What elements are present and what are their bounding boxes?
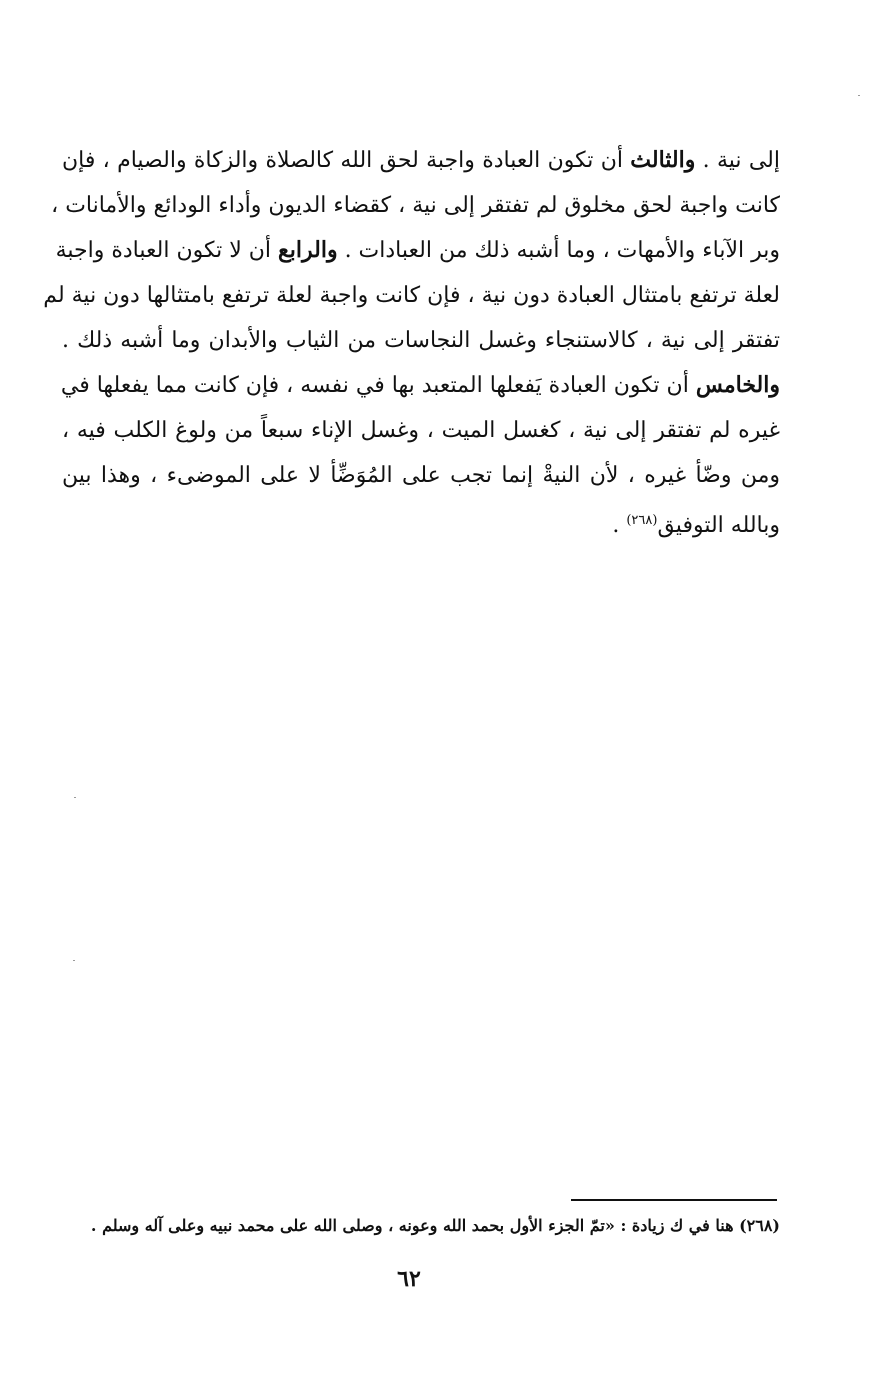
line-9-end: .: [612, 513, 627, 538]
term-fifth: والخامس: [695, 372, 780, 398]
line-1-before: إلى نية .: [695, 148, 780, 173]
page-number: ٦٢: [397, 1266, 421, 1292]
footnote-separator: [571, 1199, 777, 1201]
scan-speck: [858, 95, 860, 96]
line-3-before: وبر الآباء والأمهات ، وما أشبه ذلك من العبادات .: [337, 238, 780, 263]
footnote-reference[interactable]: (٢٦٨): [626, 513, 658, 528]
text-line-6: [62, 363, 780, 408]
line-9-text: وبالله التوفيق: [657, 513, 780, 538]
main-paragraph: [43, 138, 780, 543]
scan-speck: [74, 797, 76, 798]
scan-speck: [73, 960, 75, 961]
line-1-after: أن تكون العبادة واجبة لحق الله كالصلاة والزكاة والصيام ، فإن: [62, 148, 631, 173]
term-third: والثالث: [630, 147, 696, 173]
text-line-2: كانت واجبة لحق مخلوق لم تفتقر إلى نية ، كقضاء الديون وأداء الودائع والأمانات ،: [51, 193, 780, 218]
footnote-268: (٢٦٨) هنا في ك زيادة : «تمّ الجزء الأول بحمد الله وعونه ، وصلى الله على محمد نبيه وعلى آله وسلم .: [90, 1216, 780, 1235]
text-line-3: [55, 228, 780, 273]
text-line-4: لعلة ترتفع بامتثال العبادة دون نية ، فإن كانت واجبة لعلة ترتفع بامتثالها دون نية لم: [43, 283, 780, 308]
line-3-after: أن لا تكون العبادة واجبة: [55, 238, 279, 263]
text-line-8: ومن وضّأ غيره ، لأن النيةْ إنما تجب على المُوَضِّأ لا على الموضىء ، وهذا بين: [62, 463, 780, 488]
term-fourth: والرابع: [278, 237, 338, 263]
text-line-7: غيره لم تفتقر إلى نية ، كغسل الميت ، وغسل الإناء سبعاً من ولوغ الكلب فيه ،: [62, 418, 780, 443]
text-line-1: [62, 138, 780, 183]
line-6-after: أن تكون العبادة يَفعلها المتعبد بها في نفسه ، فإن كانت مما يفعلها في: [60, 373, 696, 398]
text-line-5: تفتقر إلى نية ، كالاستنجاء وغسل النجاسات من الثياب والأبدان وما أشبه ذلك .: [62, 328, 780, 353]
text-line-9: [62, 498, 780, 543]
